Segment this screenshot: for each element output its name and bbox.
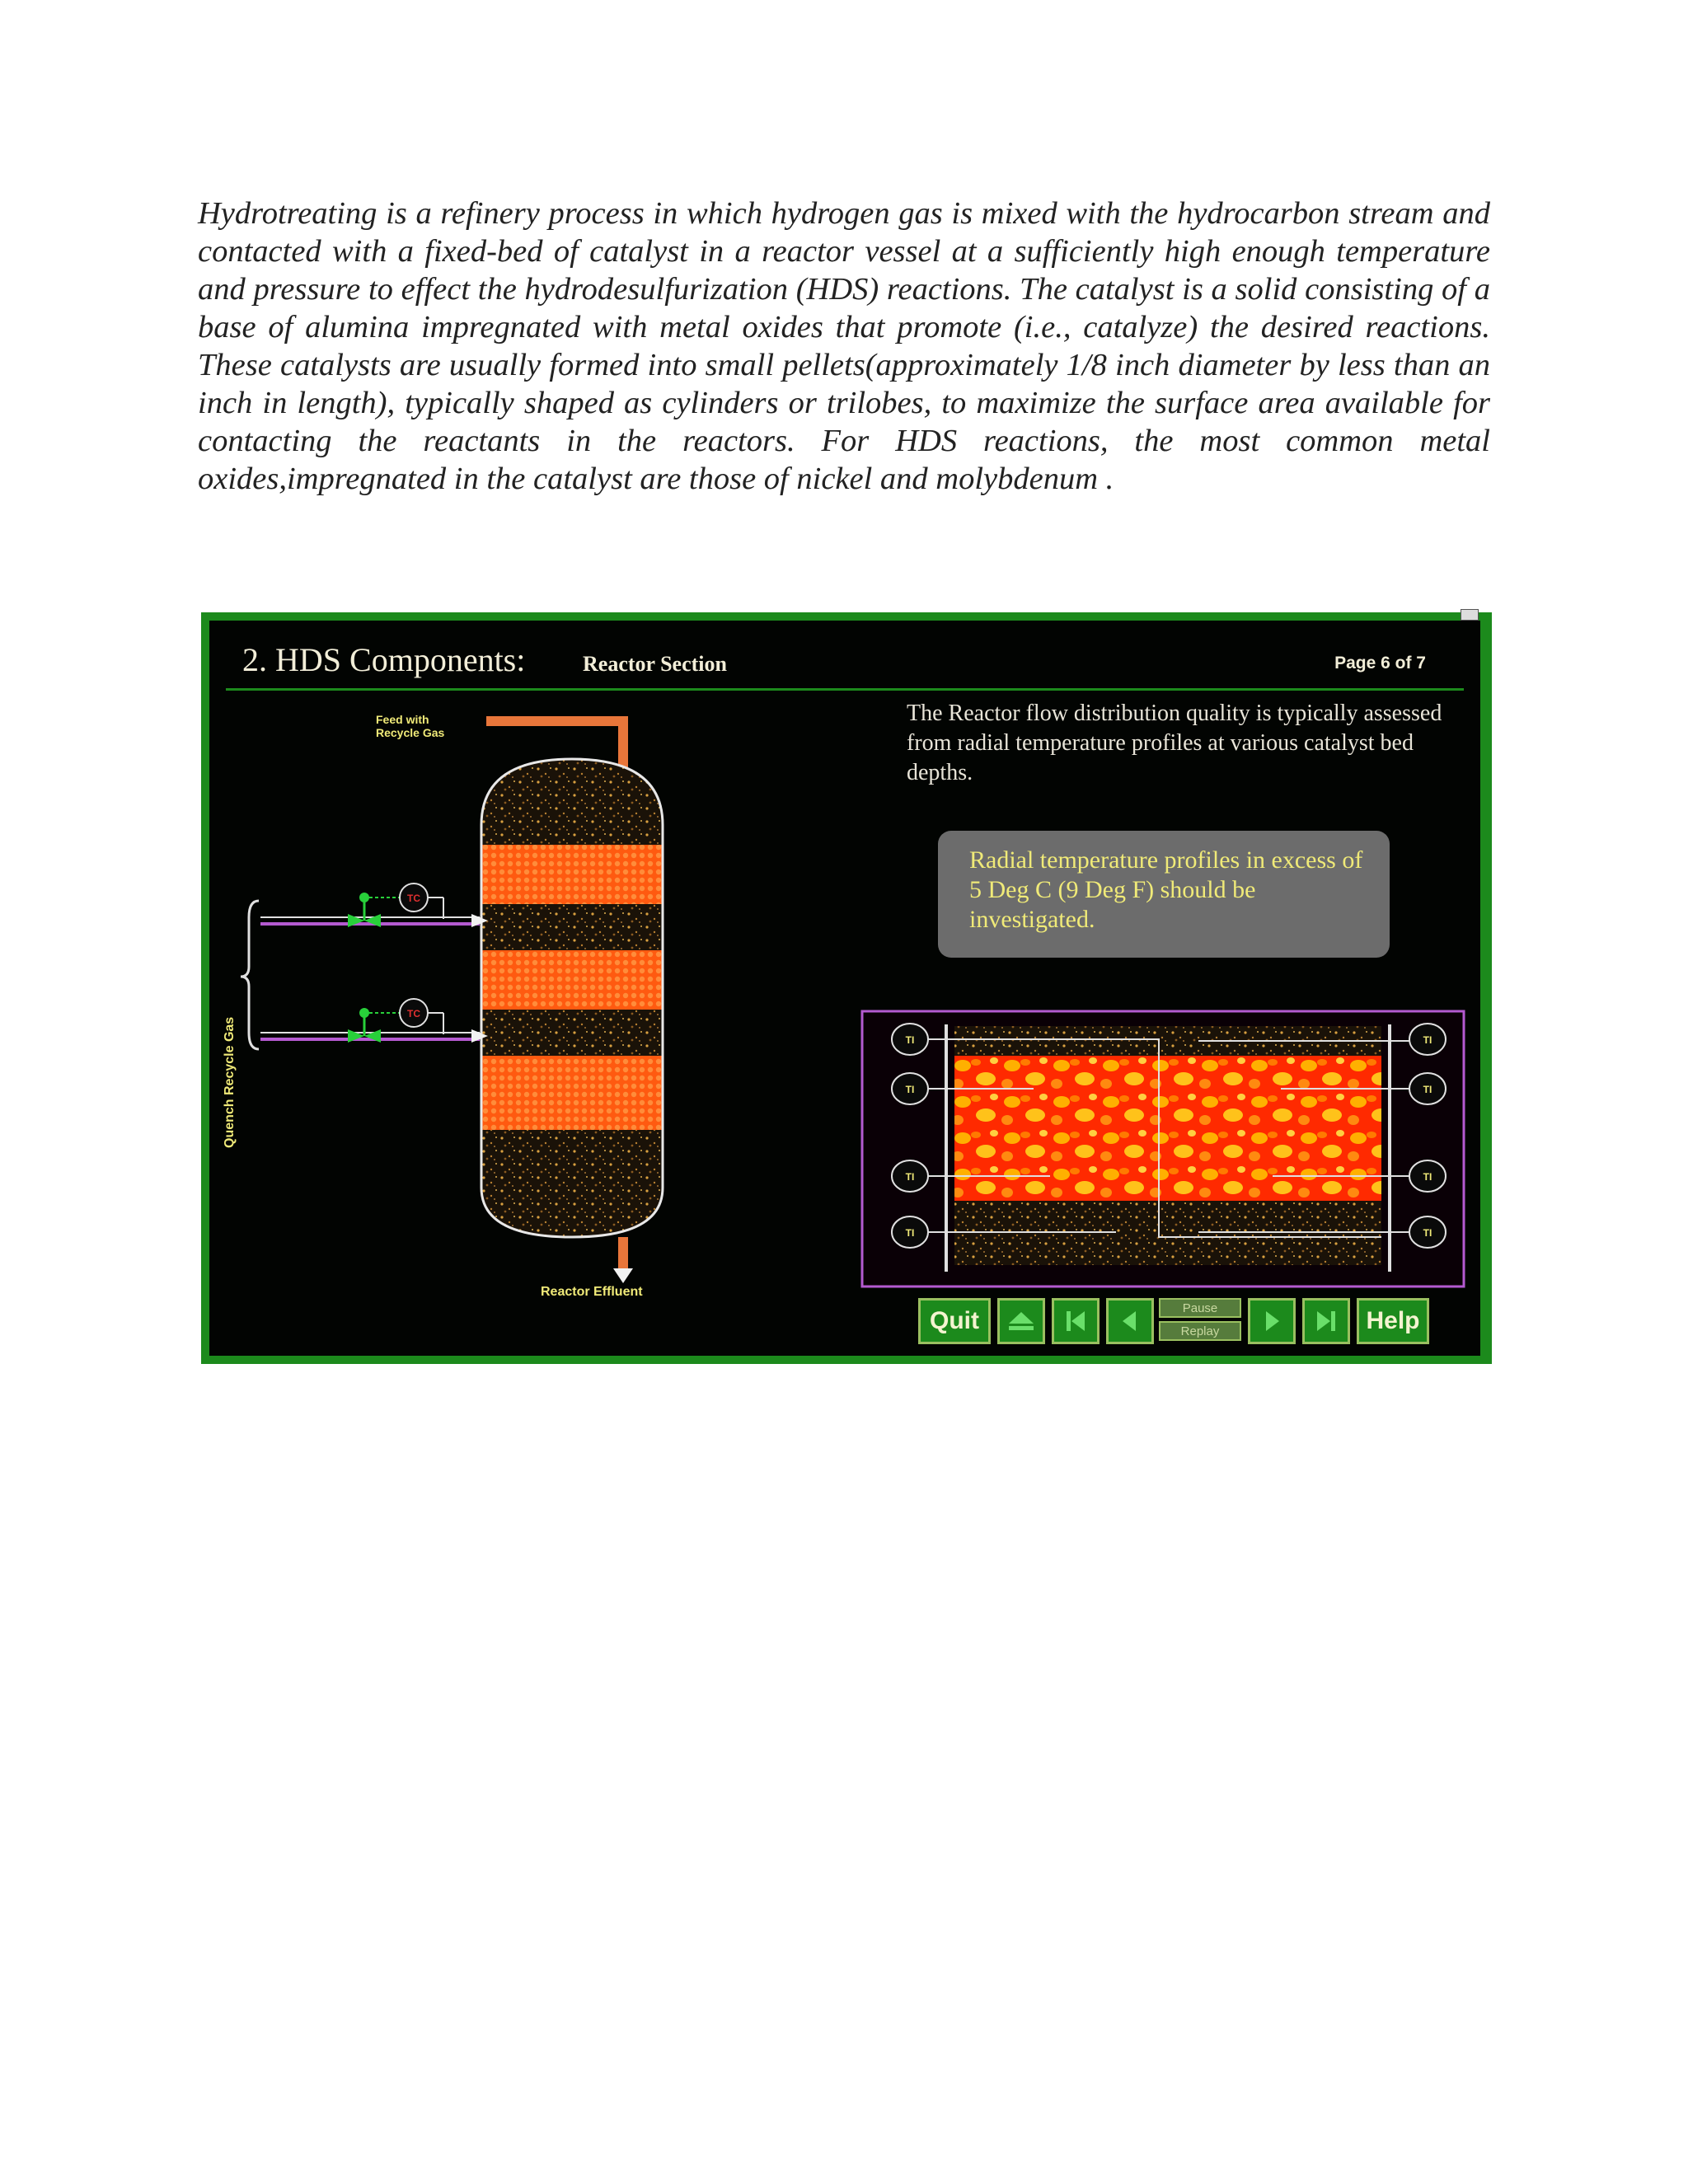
reactor-vessel-internals — [481, 759, 663, 1237]
feed-label — [376, 713, 444, 739]
pause-button[interactable]: Pause — [1159, 1298, 1241, 1318]
svg-text:TI: TI — [1423, 1227, 1432, 1239]
ti-indicator-left-4 — [892, 1216, 928, 1248]
profile-hot-zone — [954, 1056, 1381, 1201]
ti-indicator-right-1 — [1409, 1024, 1446, 1055]
first-page-button[interactable] — [1052, 1298, 1100, 1344]
screen-subtitle: Reactor Section — [583, 652, 727, 676]
help-button[interactable]: Help — [1357, 1298, 1429, 1344]
svg-text:TI: TI — [905, 1084, 915, 1095]
feed-label-line1: Feed with — [376, 713, 429, 726]
replay-button[interactable]: Replay — [1159, 1321, 1241, 1341]
nav-bar — [918, 1298, 1472, 1352]
quench-line-2 — [260, 1008, 488, 1043]
simulation-window — [201, 612, 1492, 1364]
ti-indicator-right-2 — [1409, 1073, 1446, 1104]
effluent-arrow — [613, 1268, 633, 1283]
skip-forward-icon — [1314, 1309, 1339, 1333]
svg-text:TI: TI — [905, 1227, 915, 1239]
svg-text:TI: TI — [1423, 1034, 1432, 1046]
catalyst-bed-2 — [481, 950, 663, 1010]
minimize-icon[interactable] — [1461, 609, 1479, 621]
svg-text:TI: TI — [905, 1171, 915, 1183]
eject-icon — [1007, 1310, 1035, 1332]
chevron-left-icon — [1118, 1309, 1142, 1333]
feed-label-line2: Recycle Gas — [376, 726, 445, 739]
next-button[interactable] — [1248, 1298, 1296, 1344]
ti-indicator-left-2 — [892, 1073, 928, 1104]
body-paragraph: Hydrotreating is a refinery process in which hydrogen gas is mixed with the hydrocarbon stream and contacted with a fixed-bed of catalyst in a reactor vessel at a sufficiently high enough temperature and pressure to effect the hydrodesulfurization (HDS) reactions. The catalyst is a solid consisting of a base of alumina impregnated with metal oxides that promote (i.e., catalyze) the desired reactions. These catalysts are usually formed into small pellets(approximately 1/8 inch diameter by less than an inch in length), typically shaped as cylinders or trilobes, to maximize the surface area available for contacting the reactants in the reactors. For HDS reactions, the most common metal oxides,impregnated in the catalyst are those of nickel and molybdenum . — [198, 196, 1490, 496]
tc-controller-1 — [400, 883, 428, 912]
catalyst-bed-1 — [481, 845, 663, 904]
ti-indicator-right-4 — [1409, 1216, 1446, 1248]
ti-indicator-left-3 — [892, 1160, 928, 1192]
chevron-right-icon — [1259, 1309, 1284, 1333]
feed-pipe — [486, 716, 626, 726]
quench-line-1 — [260, 893, 488, 927]
svg-text:TI: TI — [905, 1034, 915, 1046]
svg-text:TI: TI — [1423, 1171, 1432, 1183]
screen-title: 2. HDS Components: — [242, 641, 526, 678]
effluent-label: Reactor Effluent — [541, 1285, 643, 1299]
svg-text:TC: TC — [407, 1008, 420, 1019]
info-text: The Reactor flow distribution quality is typically assessed from radial temperature profiles at various catalyst bed depths. — [907, 701, 1442, 785]
previous-button[interactable] — [1106, 1298, 1154, 1344]
svg-text:TI: TI — [1423, 1084, 1432, 1095]
header-divider — [226, 688, 1464, 691]
last-page-button[interactable] — [1302, 1298, 1350, 1344]
page-indicator: Page 6 of 7 — [1334, 654, 1426, 673]
skip-back-icon — [1063, 1309, 1088, 1333]
ti-indicator-right-3 — [1409, 1160, 1446, 1192]
catalyst-bed-3 — [481, 1056, 663, 1130]
effluent-pipe — [618, 1237, 628, 1268]
simulation-screen — [209, 621, 1480, 1356]
svg-text:TC: TC — [407, 893, 420, 904]
quit-button[interactable]: Quit — [918, 1298, 991, 1344]
menu-up-button[interactable] — [997, 1298, 1045, 1344]
tc-controller-2 — [400, 999, 428, 1027]
ti-indicator-left-1 — [892, 1024, 928, 1055]
quench-label: Quench Recycle Gas — [223, 1016, 237, 1148]
callout-box: Radial temperature profiles in excess of 5 Deg C (9 Deg F) should be investigated. — [938, 831, 1390, 958]
quench-brace — [241, 901, 259, 1049]
